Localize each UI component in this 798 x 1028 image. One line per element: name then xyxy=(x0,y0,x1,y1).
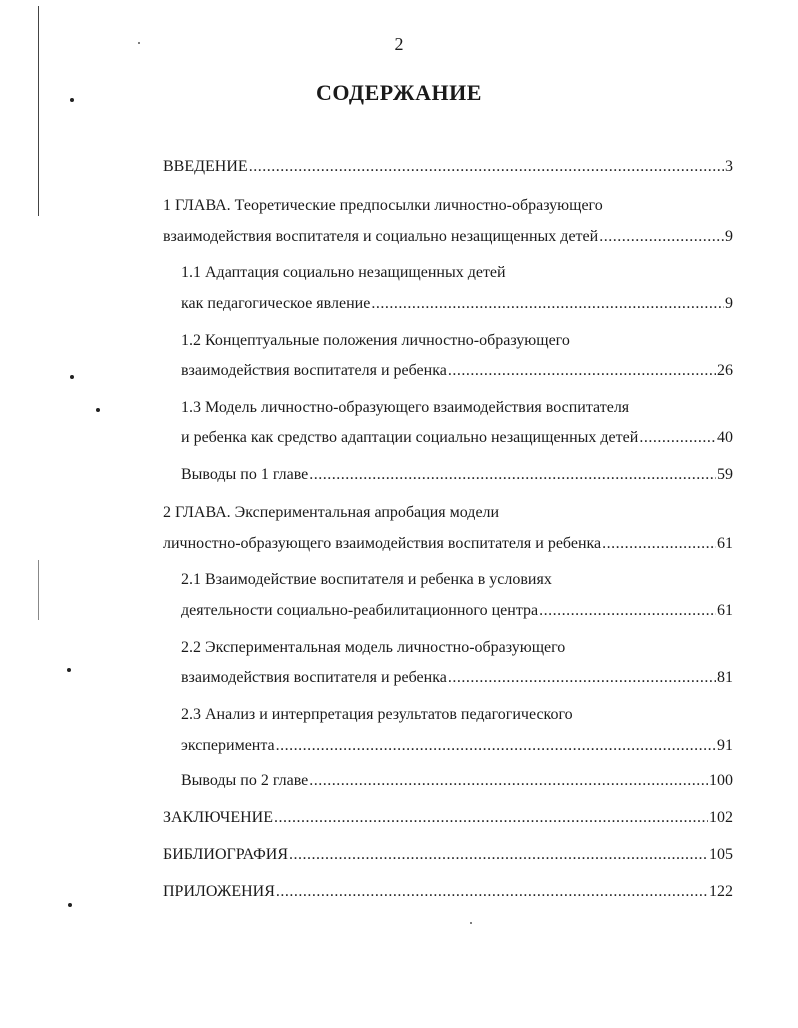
toc-entry-conclusion[interactable] xyxy=(163,808,733,828)
toc-entry-intro[interactable] xyxy=(163,157,733,177)
scan-speck xyxy=(470,922,472,924)
leader-dots xyxy=(309,771,708,791)
toc-entry-title: ПРИЛОЖЕНИЯ xyxy=(163,883,275,900)
toc-entry-s2-3-line1[interactable] xyxy=(181,705,573,725)
scan-speck xyxy=(96,408,100,412)
scan-speck xyxy=(68,903,72,907)
toc-entry-title: личностно-образующего взаимодействия воспитателя и ребенка xyxy=(163,535,602,552)
toc-entry-page: 122 xyxy=(709,883,733,900)
toc-entry-s2-1-line1[interactable] xyxy=(181,570,552,590)
toc-entry-s2-2-line1[interactable] xyxy=(181,638,565,658)
toc-entry-s1-2-line1[interactable] xyxy=(181,331,570,351)
toc-entry-page: 102 xyxy=(709,809,733,826)
toc-entry-title: ВВЕДЕНИЕ xyxy=(163,158,248,175)
leader-dots xyxy=(289,845,708,865)
toc-entry-ch1-line1[interactable] xyxy=(163,196,603,216)
toc-entry-s1-3[interactable] xyxy=(181,428,733,448)
toc-entry-s2-3[interactable] xyxy=(181,736,733,756)
toc-entry-title: 1.3 Модель личностно-образующего взаимодействия воспитателя xyxy=(181,399,630,416)
toc-entry-title: 2.1 Взаимодействие воспитателя и ребенка в условиях xyxy=(181,571,552,588)
toc-entry-page: 40 xyxy=(717,429,733,446)
leader-dots xyxy=(276,882,708,902)
toc-entry-title: взаимодействия воспитателя и ребенка xyxy=(181,362,447,379)
toc-entry-title: ЗАКЛЮЧЕНИЕ xyxy=(163,809,273,826)
leader-dots xyxy=(309,465,716,485)
toc-entry-ch2-line1[interactable] xyxy=(163,503,499,523)
toc-entry-title: 2.2 Экспериментальная модель личностно-образующего xyxy=(181,639,566,656)
leader-dots xyxy=(448,668,716,688)
leader-dots xyxy=(639,428,716,448)
toc-entry-s2-1[interactable] xyxy=(181,601,733,621)
page-edge-line xyxy=(38,560,39,620)
toc-entry-page: 26 xyxy=(717,362,733,379)
page-title: СОДЕРЖАНИЕ xyxy=(316,80,482,105)
toc-entry-page: 81 xyxy=(717,669,733,686)
toc-entry-page: 105 xyxy=(709,846,733,863)
toc-entry-ch2[interactable] xyxy=(163,534,733,554)
toc-entry-title: взаимодействия воспитателя и ребенка xyxy=(181,669,447,686)
leader-dots xyxy=(599,227,724,247)
toc-entry-page: 61 xyxy=(717,535,733,552)
scan-speck xyxy=(70,375,74,379)
toc-entry-s1-1[interactable] xyxy=(181,294,733,314)
toc-entry-title: 2 ГЛАВА. Экспериментальная апробация модели xyxy=(163,504,500,521)
leader-dots xyxy=(448,361,716,381)
toc-entry-title: 2.3 Анализ и интерпретация результатов педагогического xyxy=(181,706,573,723)
toc-entry-title: Выводы по 2 главе xyxy=(181,772,309,789)
leader-dots xyxy=(602,534,716,554)
toc-entry-concl2[interactable] xyxy=(181,771,733,791)
toc-entry-title: эксперимента xyxy=(181,737,275,754)
toc-entry-page: 100 xyxy=(709,772,733,789)
toc-entry-s1-2[interactable] xyxy=(181,361,733,381)
leader-dots xyxy=(371,294,724,314)
leader-dots xyxy=(274,808,708,828)
toc-entry-title: как педагогическое явление xyxy=(181,295,371,312)
toc-entry-title: взаимодействия воспитателя и социально незащищенных детей xyxy=(163,228,599,245)
scan-speck xyxy=(67,668,71,672)
toc-entry-ch1[interactable] xyxy=(163,227,733,247)
toc-entry-s1-1-line1[interactable] xyxy=(181,263,506,283)
leader-dots xyxy=(249,157,724,177)
toc-entry-bibliography[interactable] xyxy=(163,845,733,865)
toc-entry-page: 91 xyxy=(717,737,733,754)
toc-entry-s2-2[interactable] xyxy=(181,668,733,688)
toc-entry-title: Выводы по 1 главе xyxy=(181,466,309,483)
toc-entry-page: 3 xyxy=(725,158,733,175)
toc-entry-appendices[interactable] xyxy=(163,882,733,902)
page-number: 2 xyxy=(394,34,404,54)
leader-dots xyxy=(276,736,716,756)
toc-entry-page: 59 xyxy=(717,466,733,483)
toc-entry-title: 1 ГЛАВА. Теоретические предпосылки личностно-образующего xyxy=(163,197,603,214)
toc-entry-page: 9 xyxy=(725,295,733,312)
toc-entry-title: 1.1 Адаптация социально незащищенных детей xyxy=(181,264,506,281)
toc-entry-title: 1.2 Концептуальные положения личностно-образующего xyxy=(181,332,570,349)
toc-entry-title: и ребенка как средство адаптации социально незащищенных детей xyxy=(181,429,639,446)
toc-entry-page: 61 xyxy=(717,602,733,619)
toc-entry-concl1[interactable] xyxy=(181,465,733,485)
toc-entry-title: БИБЛИОГРАФИЯ xyxy=(163,846,289,863)
toc-entry-title: деятельности социально-реабилитационного центра xyxy=(181,602,539,619)
toc-entry-page: 9 xyxy=(725,228,733,245)
leader-dots xyxy=(539,601,716,621)
toc-entry-s1-3-line1[interactable] xyxy=(181,398,629,418)
